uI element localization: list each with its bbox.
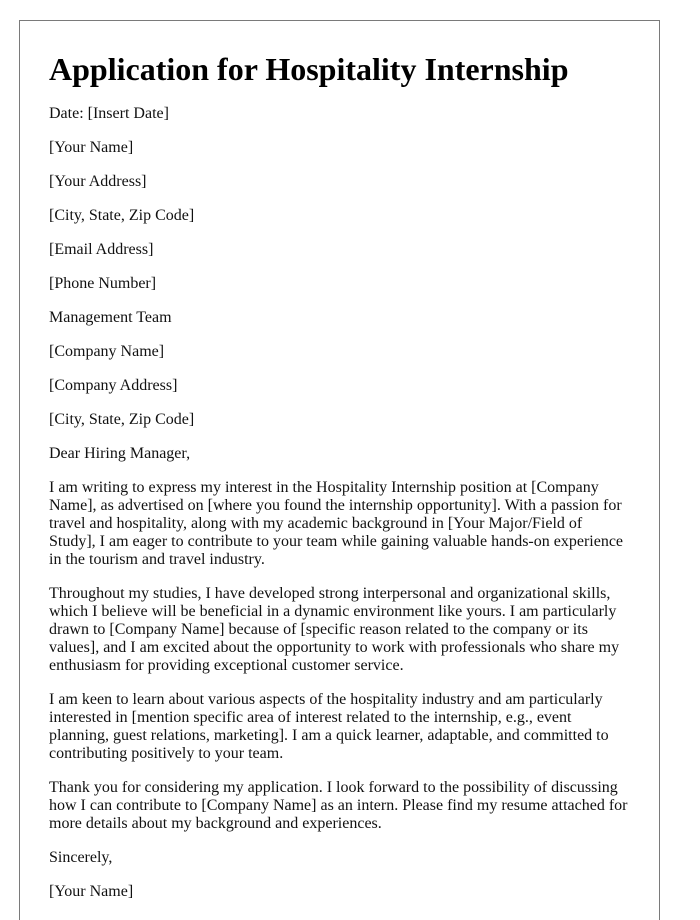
letter-title: Application for Hospitality Internship bbox=[49, 51, 569, 87]
header-block bbox=[49, 105, 630, 463]
signature: [Your Name] bbox=[49, 883, 134, 900]
body-paragraph: Thank you for considering my application. I look forward to the possibility of discussing how I can contribute to [Company Name] as an intern. Please find my resume attached for more details about my background and experiences. bbox=[49, 779, 628, 832]
sender-address: [Your Address] bbox=[49, 173, 147, 190]
sender-city-state-zip: [City, State, Zip Code] bbox=[49, 207, 195, 224]
recipient-company: [Company Name] bbox=[49, 343, 165, 360]
letter-date: Date: [Insert Date] bbox=[49, 105, 169, 122]
body-paragraph: I am keen to learn about various aspects of the hospitality industry and am particularly interested in [mention specific area of interest related to the internship, e.g., event planning, guest relations, marketing]. I am a quick learner, adaptable, and committed to contributing positively to your team. bbox=[49, 691, 609, 762]
closing: Sincerely, bbox=[49, 849, 113, 866]
recipient-city-state-zip: [City, State, Zip Code] bbox=[49, 411, 195, 428]
sender-phone: [Phone Number] bbox=[49, 275, 157, 292]
recipient-address: [Company Address] bbox=[49, 377, 178, 394]
sender-email: [Email Address] bbox=[49, 241, 154, 258]
body-paragraph: I am writing to express my interest in the Hospitality Internship position at [Company Name], as advertised on [where you found the internship opportunity]. With a passion for travel and hospitality, along with my academic background in [Your Major/Field of Study], I am eager to contribute to your team while gaining valuable hands-on experience in the tourism and travel industry. bbox=[49, 479, 624, 568]
letter-page bbox=[19, 20, 660, 920]
sender-name: [Your Name] bbox=[49, 139, 134, 156]
salutation: Dear Hiring Manager, bbox=[49, 445, 191, 462]
recipient-team: Management Team bbox=[49, 309, 172, 326]
body-paragraph: Throughout my studies, I have developed strong interpersonal and organizational skills, which I believe will be beneficial in a dynamic environment like yours. I am particularly drawn to [Company Name] because of [specific reason related to the company or its values], and I am excited about the opportunity to work with professionals who share my enthusiasm for providing exceptional customer service. bbox=[49, 585, 620, 674]
